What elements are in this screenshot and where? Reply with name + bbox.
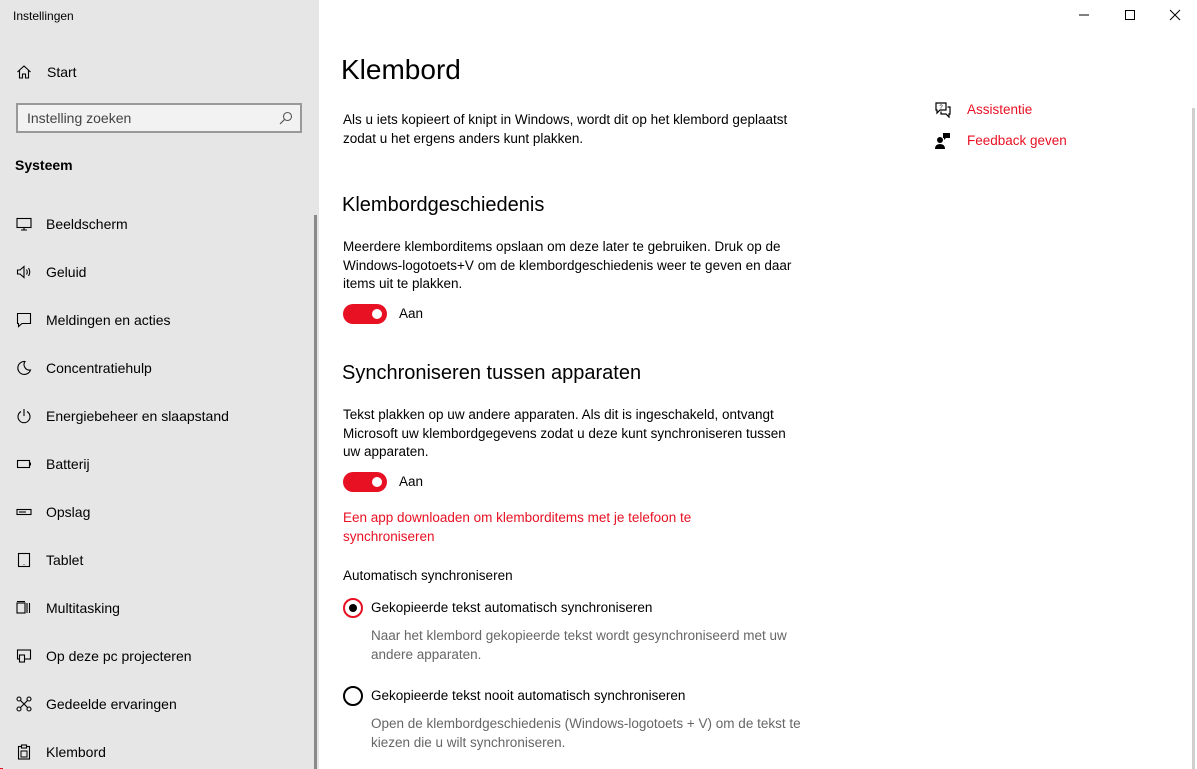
sync-toggle[interactable] (343, 472, 387, 492)
home-label: Start (47, 64, 77, 80)
sidebar-item-label: Geluid (46, 264, 87, 280)
search-box[interactable] (16, 103, 302, 133)
toggle-knob (372, 477, 382, 487)
history-toggle[interactable] (343, 304, 387, 324)
sync-heading: Synchroniseren tussen apparaten (342, 362, 642, 384)
radio-auto-sync-description: Naar het klembord gekopieerde tekst wordt gesynchroniseerd met uw andere apparaten. (371, 628, 787, 662)
intro-text: Als u iets kopieert of knipt in Windows, wordt dit op het klembord geplaatst zodat u het ergens anders kunt plakken. (343, 112, 788, 146)
radio-auto-sync[interactable] (343, 598, 363, 618)
sidebar-item-label: Opslag (46, 504, 91, 520)
battery-icon (16, 456, 32, 472)
sidebar-item-label: Meldingen en acties (46, 312, 171, 328)
radio-never-sync-label[interactable]: Gekopieerde tekst nooit automatisch synchroniseren (371, 688, 686, 703)
auto-sync-label: Automatisch synchroniseren (343, 568, 513, 583)
moon-icon (16, 360, 32, 376)
feedback-link[interactable] (934, 131, 1134, 151)
sidebar-item-label: Beeldscherm (46, 216, 128, 232)
radio-auto-sync-label[interactable]: Gekopieerde tekst automatisch synchroniseren (371, 600, 653, 615)
sidebar-item-label: Tablet (46, 552, 84, 568)
sidebar-item-multitasking[interactable] (0, 584, 316, 632)
maximize-icon (1124, 9, 1136, 21)
speaker-icon (16, 264, 32, 280)
sidebar-item-geluid[interactable] (0, 248, 316, 296)
help-label: Assistentie (967, 102, 1033, 117)
sidebar-item-label: Concentratiehulp (46, 360, 152, 376)
feedback-label: Feedback geven (967, 133, 1067, 148)
tablet-icon (16, 552, 32, 568)
sidebar-item-label: Batterij (46, 456, 90, 472)
maximize-button[interactable] (1107, 0, 1153, 30)
home-button[interactable] (0, 56, 319, 88)
storage-icon (16, 504, 32, 520)
sync-toggle-label: Aan (399, 474, 424, 489)
app-title: Instellingen (13, 9, 74, 23)
sidebar-item-opslag[interactable] (0, 488, 316, 536)
section-title: Systeem (15, 157, 73, 173)
sync-description: Tekst plakken op uw andere apparaten. Als dit is ingeschakeld, ontvangt Microsoft uw klembordgegevens zodat u deze kunt synchroniseren tussen uw apparaten. (343, 407, 786, 459)
search-icon[interactable] (279, 111, 293, 125)
svg-text:?: ? (939, 105, 943, 111)
sidebar-item-label: Gedeelde ervaringen (46, 696, 177, 712)
sidebar-nav (0, 200, 316, 769)
minimize-icon (1078, 9, 1090, 21)
sidebar-item-meldingen[interactable] (0, 296, 316, 344)
radio-never-sync[interactable] (343, 686, 363, 706)
sidebar-item-concentratiehulp[interactable] (0, 344, 316, 392)
radio-never-sync-description: Open de klembordgeschiedenis (Windows-logotoets + V) om de tekst te kiezen die u wilt synchroniseren. (371, 716, 801, 750)
download-app-link[interactable]: Een app downloaden om klemborditems met je telefoon te synchroniseren (343, 510, 692, 544)
close-icon (1169, 9, 1181, 21)
shared-icon (16, 696, 32, 712)
sidebar-item-label: Op deze pc projecteren (46, 648, 192, 664)
history-heading: Klembordgeschiedenis (342, 194, 545, 216)
history-description: Meerdere klemborditems opslaan om deze later te gebruiken. Druk op de Windows-logotoets+V om de klembordgeschiedenis weer te geven en daar items uit te plakken. (343, 239, 792, 291)
toggle-knob (372, 309, 382, 319)
sidebar-item-gedeelde-ervaringen[interactable] (0, 680, 316, 728)
power-icon (16, 408, 32, 424)
sidebar-item-energiebeheer[interactable] (0, 392, 316, 440)
multitasking-icon (16, 600, 32, 616)
help-link[interactable] (934, 100, 1134, 120)
search-input[interactable] (18, 105, 268, 131)
help-chat-icon (934, 101, 952, 119)
page-title: Klembord (341, 54, 461, 85)
sidebar-scrollbar[interactable] (314, 215, 317, 769)
notification-icon (16, 312, 32, 328)
history-toggle-label: Aan (399, 306, 424, 321)
sidebar-item-beeldscherm[interactable] (0, 200, 316, 248)
sidebar-item-label: Multitasking (46, 600, 120, 616)
sidebar-item-label: Klembord (46, 744, 106, 760)
sidebar-item-batterij[interactable] (0, 440, 316, 488)
sidebar (0, 0, 319, 769)
monitor-icon (16, 216, 32, 232)
home-icon (16, 64, 32, 80)
close-button[interactable] (1152, 0, 1197, 30)
sidebar-item-tablet[interactable] (0, 536, 316, 584)
sidebar-item-label: Energiebeheer en slaapstand (46, 408, 229, 424)
project-icon (16, 648, 32, 664)
sidebar-item-klembord[interactable] (0, 728, 316, 769)
main-scrollbar[interactable] (1192, 108, 1195, 769)
sidebar-item-projecteren[interactable] (0, 632, 316, 680)
clipboard-icon (16, 744, 32, 760)
feedback-icon (934, 132, 952, 150)
minimize-button[interactable] (1061, 0, 1107, 30)
